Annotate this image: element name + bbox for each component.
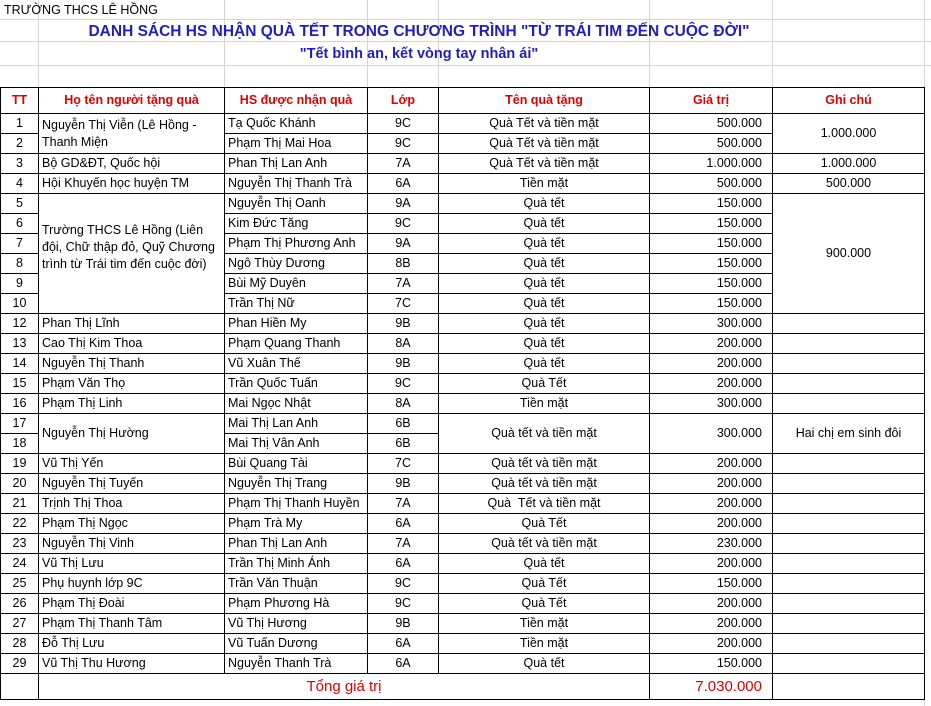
- cell-student: Mai Thị Lan Anh: [225, 414, 368, 434]
- cell-donor: Trịnh Thị Thoa: [39, 494, 225, 514]
- cell-gift: Quà tết: [439, 254, 650, 274]
- cell-class: 7A: [368, 494, 439, 514]
- total-empty-cell: [1, 674, 39, 700]
- cell-student: Trần Văn Thuận: [225, 574, 368, 594]
- cell-student: Vũ Xuân Thế: [225, 354, 368, 374]
- cell-tt: 21: [1, 494, 39, 514]
- cell-note: Hai chị em sinh đôi: [773, 414, 925, 454]
- cell-student: Phạm Thị Thanh Huyền: [225, 494, 368, 514]
- cell-class: 9C: [368, 214, 439, 234]
- cell-tt: 14: [1, 354, 39, 374]
- cell-gift: Quà Tết và tiền mặt: [439, 114, 650, 134]
- document-title: DANH SÁCH HS NHẬN QUÀ TẾT TRONG CHƯƠNG TRÌNH "TỪ TRÁI TIM ĐẾN CUỘC ĐỜI": [88, 23, 750, 40]
- cell-tt: 17: [1, 414, 39, 434]
- header-gift: Tên quà tặng: [439, 88, 650, 114]
- cell-note: [773, 354, 925, 374]
- cell-class: 9C: [368, 374, 439, 394]
- cell-class: 9B: [368, 354, 439, 374]
- table-row: [1, 634, 925, 654]
- cell-gift: Quà Tết: [439, 374, 650, 394]
- cell-value: 200.000: [650, 454, 773, 474]
- cell-class: 8B: [368, 254, 439, 274]
- cell-value: 150.000: [650, 654, 773, 674]
- cell-note: [773, 574, 925, 594]
- cell-student: Bùi Quang Tài: [225, 454, 368, 474]
- table-row: [1, 554, 925, 574]
- cell-class: 9B: [368, 474, 439, 494]
- cell-tt: 13: [1, 334, 39, 354]
- cell-value: 1.000.000: [650, 154, 773, 174]
- cell-donor: Nguyễn Thị Tuyến: [39, 474, 225, 494]
- cell-value: 200.000: [650, 334, 773, 354]
- cell-donor: Cao Thị Kim Thoa: [39, 334, 225, 354]
- cell-class: 7C: [368, 454, 439, 474]
- table-row: [1, 194, 925, 214]
- table-row: [1, 414, 925, 434]
- cell-donor: Trường THCS Lê Hồng (Liên đội, Chữ thập đỏ, Quỹ Chương trình từ Trái tim đến cuộc đời): [39, 194, 225, 314]
- cell-note: 1.000.000: [773, 154, 925, 174]
- cell-gift: Quà tết và tiền mặt: [439, 454, 650, 474]
- cell-note: [773, 634, 925, 654]
- header-tt: TT: [1, 88, 39, 114]
- cell-class: 6A: [368, 634, 439, 654]
- table-row: [1, 614, 925, 634]
- cell-class: 7A: [368, 534, 439, 554]
- cell-tt: 10: [1, 294, 39, 314]
- cell-value: 150.000: [650, 214, 773, 234]
- cell-gift: Quà Tết và tiền mặt: [439, 134, 650, 154]
- cell-note: [773, 474, 925, 494]
- table-header-row: [1, 88, 925, 114]
- cell-donor: Đỗ Thị Lưu: [39, 634, 225, 654]
- cell-value: 230.000: [650, 534, 773, 554]
- cell-note: [773, 614, 925, 634]
- cell-student: Bùi Mỹ Duyên: [225, 274, 368, 294]
- cell-donor: Vũ Thị Lưu: [39, 554, 225, 574]
- cell-class: 9C: [368, 114, 439, 134]
- cell-student: Nguyễn Thị Oanh: [225, 194, 368, 214]
- cell-class: 6B: [368, 414, 439, 434]
- cell-value: 150.000: [650, 194, 773, 214]
- cell-student: Phạm Trà My: [225, 514, 368, 534]
- cell-class: 6A: [368, 554, 439, 574]
- cell-student: Phan Thị Lan Anh: [225, 534, 368, 554]
- cell-student: Tạ Quốc Khánh: [225, 114, 368, 134]
- cell-tt: 16: [1, 394, 39, 414]
- cell-tt: 5: [1, 194, 39, 214]
- cell-class: 9C: [368, 594, 439, 614]
- document-subtitle: "Tết bình an, kết vòng tay nhân ái": [299, 46, 539, 62]
- table-row: [1, 594, 925, 614]
- cell-class: 9C: [368, 574, 439, 594]
- cell-donor: Phan Thị Lĩnh: [39, 314, 225, 334]
- cell-student: Nguyễn Thanh Trà: [225, 654, 368, 674]
- cell-class: 7A: [368, 274, 439, 294]
- cell-tt: 9: [1, 274, 39, 294]
- cell-class: 6A: [368, 514, 439, 534]
- cell-note: 900.000: [773, 194, 925, 314]
- cell-note: 1.000.000: [773, 114, 925, 154]
- cell-donor: Hội Khuyến học huyện TM: [39, 174, 225, 194]
- cell-class: 9B: [368, 614, 439, 634]
- cell-student: Trần Quốc Tuấn: [225, 374, 368, 394]
- cell-value: 150.000: [650, 254, 773, 274]
- cell-gift: Quà tết: [439, 214, 650, 234]
- cell-value: 300.000: [650, 414, 773, 454]
- cell-value: 150.000: [650, 294, 773, 314]
- cell-value: 200.000: [650, 614, 773, 634]
- cell-student: Phan Thị Lan Anh: [225, 154, 368, 174]
- cell-note: [773, 374, 925, 394]
- cell-tt: 29: [1, 654, 39, 674]
- cell-gift: Quà tết: [439, 274, 650, 294]
- cell-student: Phạm Phương Hà: [225, 594, 368, 614]
- table-row: [1, 114, 925, 134]
- header-donor: Họ tên người tặng quà: [39, 88, 225, 114]
- table-row: [1, 454, 925, 474]
- cell-value: 500.000: [650, 114, 773, 134]
- cell-donor: Nguyễn Thị Vinh: [39, 534, 225, 554]
- cell-tt: 15: [1, 374, 39, 394]
- cell-gift: Quà Tết: [439, 574, 650, 594]
- cell-student: Vũ Thị Hương: [225, 614, 368, 634]
- header-class: Lớp: [368, 88, 439, 114]
- cell-donor: Phạm Thị Ngọc: [39, 514, 225, 534]
- cell-class: 7A: [368, 154, 439, 174]
- cell-donor: Phạm Thị Đoài: [39, 594, 225, 614]
- cell-donor: Nguyễn Thị Hường: [39, 414, 225, 454]
- cell-tt: 2: [1, 134, 39, 154]
- cell-note: [773, 594, 925, 614]
- cell-student: Trần Thị Minh Ánh: [225, 554, 368, 574]
- cell-student: Trần Thị Nữ: [225, 294, 368, 314]
- cell-value: 200.000: [650, 554, 773, 574]
- cell-gift: Quà tết và tiền mặt: [439, 534, 650, 554]
- cell-tt: 27: [1, 614, 39, 634]
- cell-gift: Quà Tết và tiền mặt: [439, 154, 650, 174]
- cell-tt: 19: [1, 454, 39, 474]
- cell-student: Mai Thị Vân Anh: [225, 434, 368, 454]
- table-row: [1, 474, 925, 494]
- cell-value: 300.000: [650, 394, 773, 414]
- table-row: [1, 314, 925, 334]
- cell-value: 150.000: [650, 234, 773, 254]
- table-row: [1, 154, 925, 174]
- cell-student: Phạm Quang Thanh: [225, 334, 368, 354]
- table-row: [1, 374, 925, 394]
- gift-table: [0, 87, 925, 700]
- header-value: Giá trị: [650, 88, 773, 114]
- cell-value: 500.000: [650, 174, 773, 194]
- cell-note: 500.000: [773, 174, 925, 194]
- cell-gift: Tiền mặt: [439, 634, 650, 654]
- cell-class: 7C: [368, 294, 439, 314]
- cell-gift: Quà tết: [439, 334, 650, 354]
- cell-gift: Tiền mặt: [439, 614, 650, 634]
- cell-student: Vũ Tuấn Dương: [225, 634, 368, 654]
- cell-value: 500.000: [650, 134, 773, 154]
- cell-gift: Quà Tết: [439, 514, 650, 534]
- cell-student: Mai Ngọc Nhật: [225, 394, 368, 414]
- cell-gift: Tiền mặt: [439, 174, 650, 194]
- cell-value: 200.000: [650, 474, 773, 494]
- cell-tt: 20: [1, 474, 39, 494]
- cell-class: 6B: [368, 434, 439, 454]
- cell-gift: Quà tết và tiền mặt: [439, 414, 650, 454]
- total-value: 7.030.000: [650, 674, 773, 700]
- cell-gift: Quà Tết: [439, 594, 650, 614]
- cell-student: Nguyễn Thị Trang: [225, 474, 368, 494]
- cell-note: [773, 454, 925, 474]
- cell-tt: 18: [1, 434, 39, 454]
- cell-donor: Nguyễn Thị Thanh: [39, 354, 225, 374]
- cell-gift: Quà tết: [439, 194, 650, 214]
- cell-tt: 22: [1, 514, 39, 534]
- cell-note: [773, 314, 925, 334]
- cell-note: [773, 494, 925, 514]
- cell-value: 200.000: [650, 354, 773, 374]
- cell-student: Phan Hiền My: [225, 314, 368, 334]
- cell-gift: Quà tết: [439, 554, 650, 574]
- cell-student: Kim Đức Tăng: [225, 214, 368, 234]
- table-row: [1, 394, 925, 414]
- cell-gift: Quà tết: [439, 234, 650, 254]
- cell-gift: Quà tết: [439, 294, 650, 314]
- table-row: [1, 534, 925, 554]
- total-label: Tổng giá trị: [39, 674, 650, 700]
- cell-donor: Vũ Thị Yến: [39, 454, 225, 474]
- cell-donor: Nguyễn Thị Viễn (Lê Hồng - Thanh Miện: [39, 114, 225, 154]
- cell-donor: Vũ Thị Thu Hương: [39, 654, 225, 674]
- cell-value: 200.000: [650, 374, 773, 394]
- table-row: [1, 574, 925, 594]
- table-row: [1, 334, 925, 354]
- cell-student: Nguyễn Thị Thanh Trà: [225, 174, 368, 194]
- cell-class: 9B: [368, 314, 439, 334]
- cell-note: [773, 554, 925, 574]
- cell-gift: Quà Tết và tiền mặt: [439, 494, 650, 514]
- cell-value: 200.000: [650, 494, 773, 514]
- cell-value: 200.000: [650, 634, 773, 654]
- table-row: [1, 654, 925, 674]
- header-student: HS được nhận quà: [225, 88, 368, 114]
- cell-class: 8A: [368, 334, 439, 354]
- cell-tt: 3: [1, 154, 39, 174]
- cell-gift: Quà tết: [439, 314, 650, 334]
- total-note-cell: [773, 674, 925, 700]
- cell-gift: Quà tết: [439, 654, 650, 674]
- cell-donor: Phạm Thị Thanh Tâm: [39, 614, 225, 634]
- cell-student: Phạm Thị Mai Hoa: [225, 134, 368, 154]
- cell-tt: 23: [1, 534, 39, 554]
- cell-class: 9C: [368, 134, 439, 154]
- table-row: [1, 174, 925, 194]
- cell-class: 9A: [368, 234, 439, 254]
- cell-note: [773, 534, 925, 554]
- table-row: [1, 354, 925, 374]
- cell-tt: 24: [1, 554, 39, 574]
- cell-tt: 12: [1, 314, 39, 334]
- cell-student: Phạm Thị Phương Anh: [225, 234, 368, 254]
- cell-donor: Phụ huynh lớp 9C: [39, 574, 225, 594]
- cell-note: [773, 394, 925, 414]
- cell-gift: Quà tết và tiền mặt: [439, 474, 650, 494]
- header-note: Ghi chú: [773, 88, 925, 114]
- cell-gift: Quà tết: [439, 354, 650, 374]
- cell-tt: 8: [1, 254, 39, 274]
- cell-note: [773, 334, 925, 354]
- school-name: TRƯỜNG THCS LÊ HỒNG: [4, 3, 158, 17]
- cell-note: [773, 654, 925, 674]
- cell-class: 6A: [368, 654, 439, 674]
- cell-donor: Bộ GD&ĐT, Quốc hội: [39, 154, 225, 174]
- cell-tt: 7: [1, 234, 39, 254]
- cell-student: Ngô Thùy Dương: [225, 254, 368, 274]
- cell-donor: Phạm Thị Linh: [39, 394, 225, 414]
- table-row: [1, 494, 925, 514]
- cell-donor: Phạm Văn Thọ: [39, 374, 225, 394]
- cell-value: 200.000: [650, 514, 773, 534]
- cell-gift: Tiền mặt: [439, 394, 650, 414]
- cell-class: 8A: [368, 394, 439, 414]
- cell-class: 9A: [368, 194, 439, 214]
- cell-value: 300.000: [650, 314, 773, 334]
- cell-tt: 1: [1, 114, 39, 134]
- cell-note: [773, 514, 925, 534]
- cell-value: 150.000: [650, 574, 773, 594]
- total-row: [1, 674, 925, 700]
- cell-tt: 4: [1, 174, 39, 194]
- cell-value: 150.000: [650, 274, 773, 294]
- cell-tt: 28: [1, 634, 39, 654]
- cell-value: 200.000: [650, 594, 773, 614]
- cell-tt: 25: [1, 574, 39, 594]
- cell-class: 6A: [368, 174, 439, 194]
- cell-tt: 6: [1, 214, 39, 234]
- table-row: [1, 514, 925, 534]
- cell-tt: 26: [1, 594, 39, 614]
